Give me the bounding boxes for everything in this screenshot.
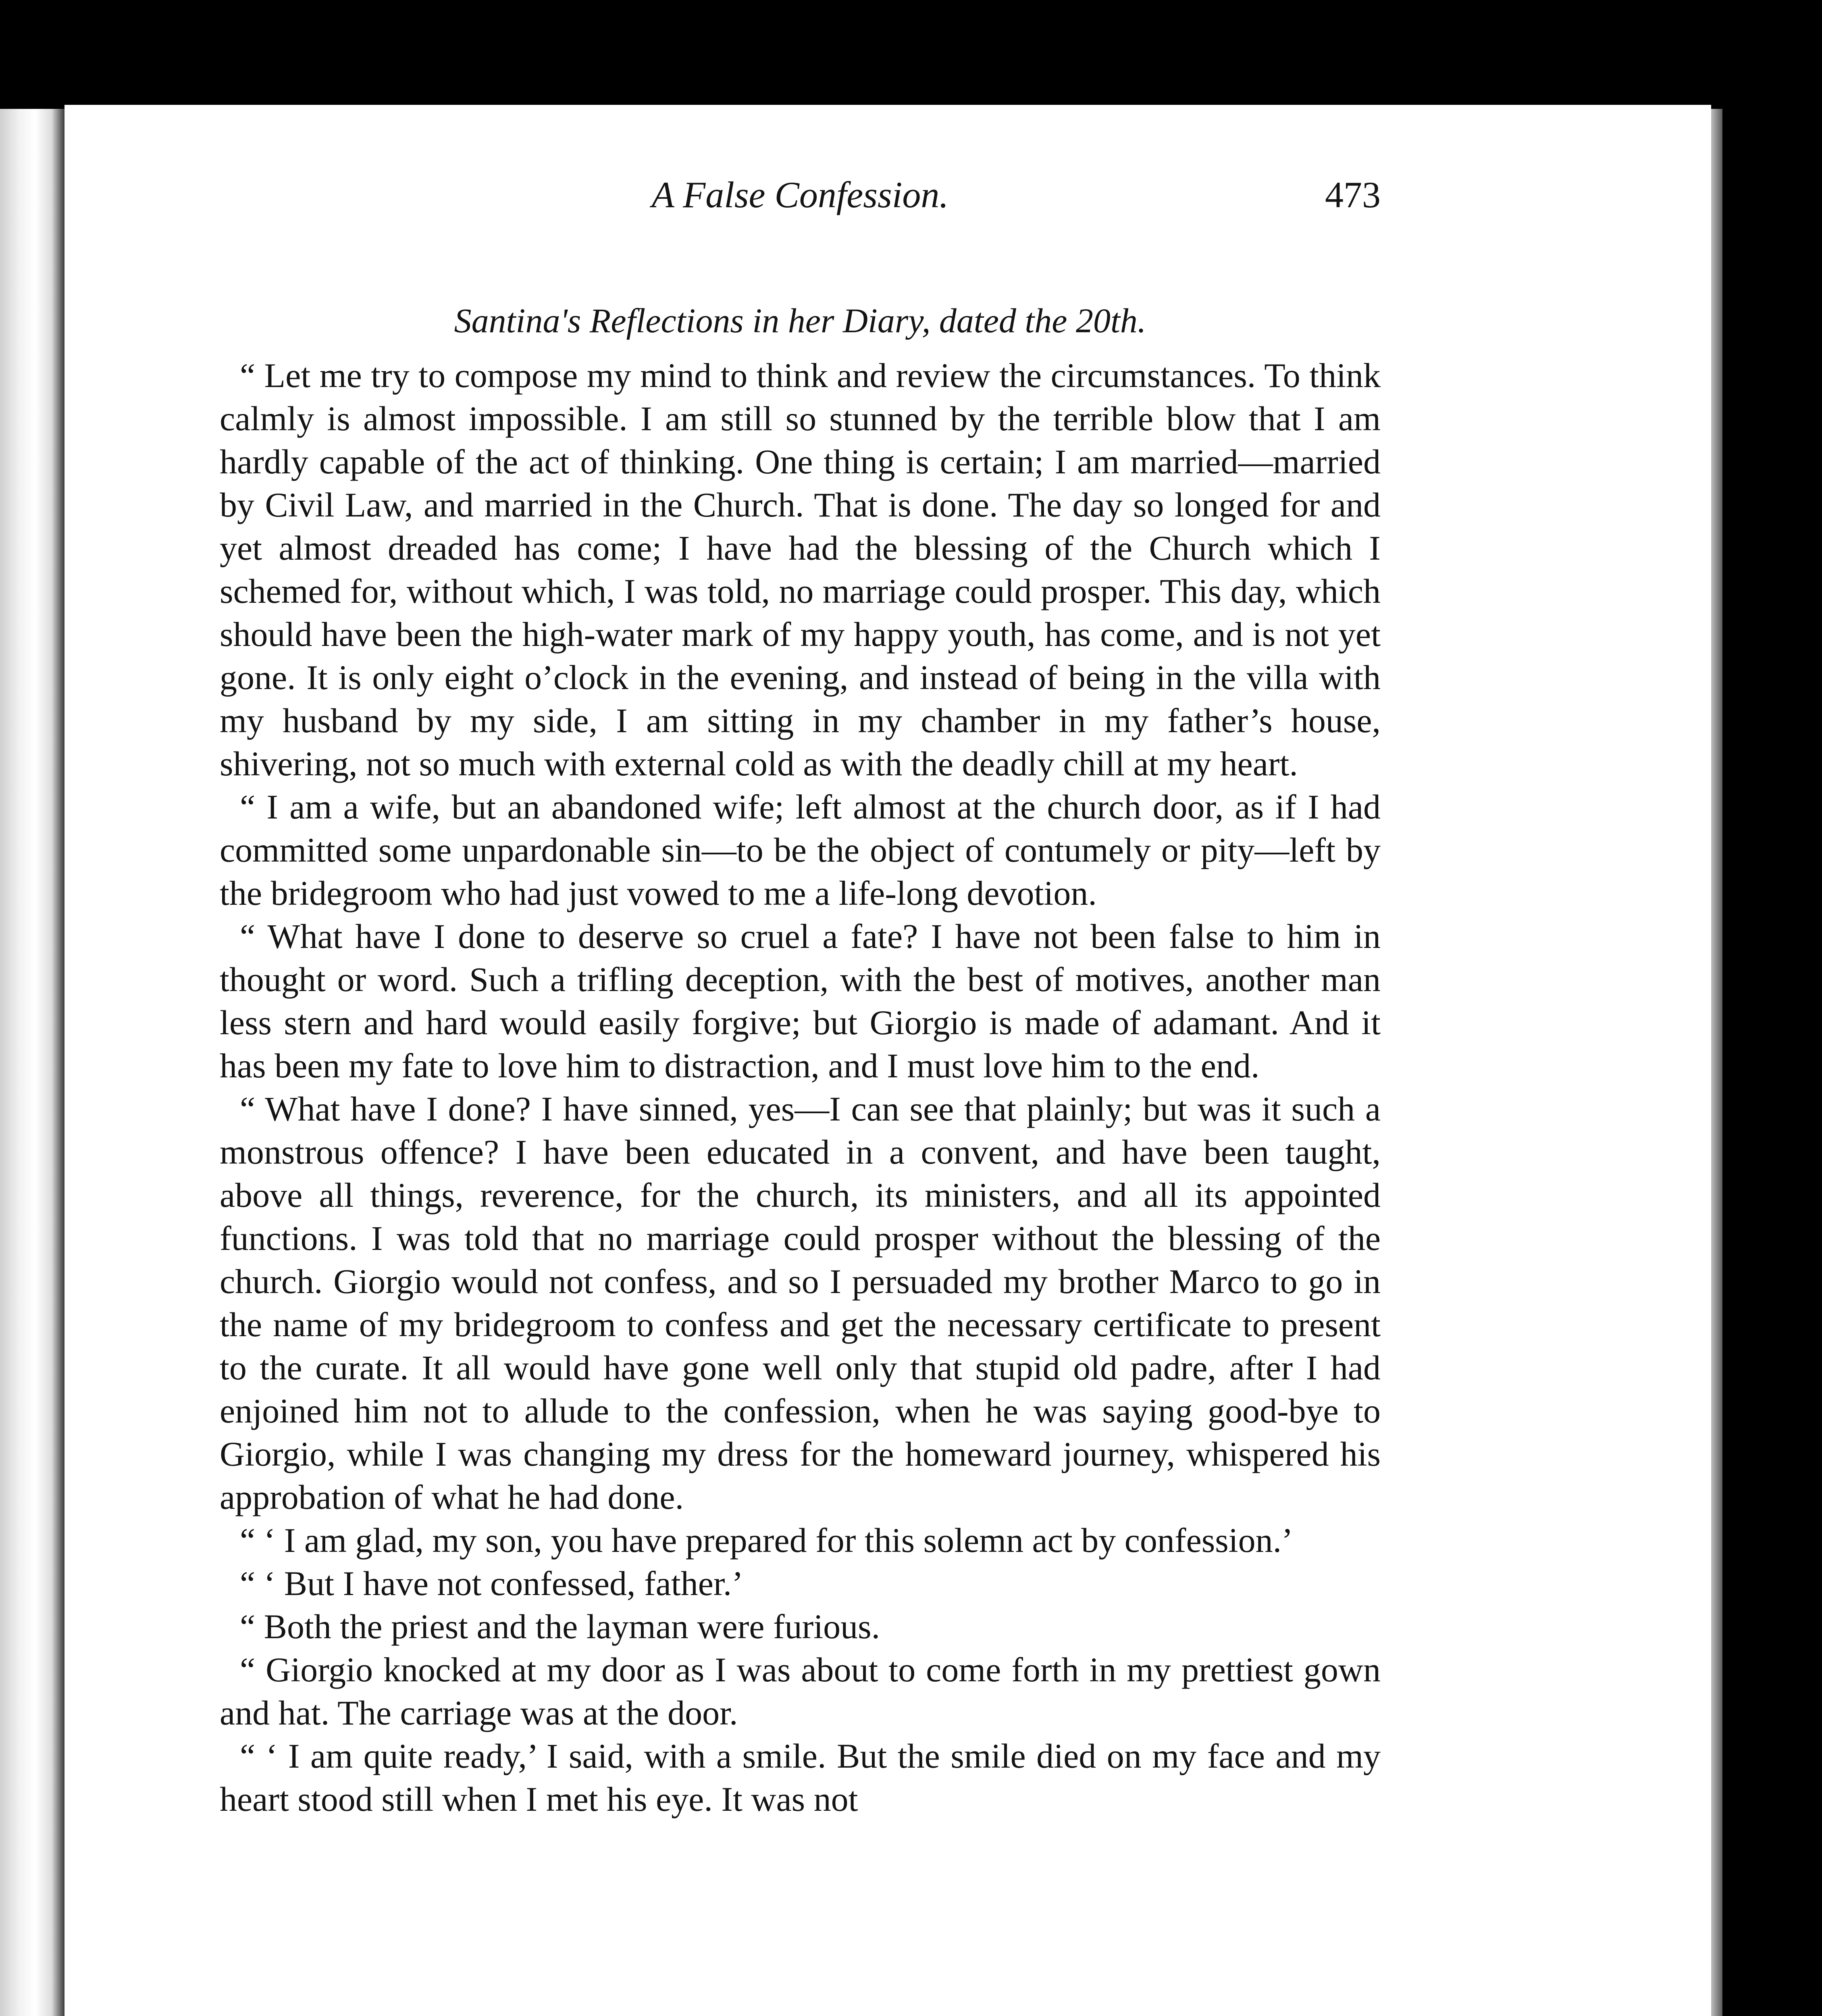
page-right-edge: [1711, 109, 1722, 2016]
paragraph: “ I am a wife, but an abandoned wife; left almost at the church door, as if I had committed some unpardonable sin—to be the object of contumely or pity—left by the bridegroom who had just vowed to me a life-long devotion.: [220, 787, 1381, 912]
running-header: [220, 173, 1381, 238]
paragraph: “ What have I done to deserve so cruel a fate? I have not been false to him in thought or word. Such a trifling deception, with the best of motives, another man less stern and hard would easily forgive; but Giorgio is made of adamant. And it has been my fate to love him to distraction, and I must love him to the end.: [220, 917, 1381, 1085]
paragraph: “ ‘ I am quite ready,’ I said, with a smile. But the smile died on my face and my heart stood still when I met his eye. It was not: [220, 1737, 1381, 1818]
paragraph: “ ‘ I am glad, my son, you have prepared for this solemn act by confession.’: [240, 1521, 1293, 1560]
page-text-block: [220, 173, 1381, 1821]
running-title: A False Confession.: [651, 174, 949, 215]
paragraph: “ Both the priest and the layman were furious.: [240, 1607, 880, 1646]
paragraph: “ ‘ But I have not confessed, father.’: [240, 1564, 743, 1603]
paragraph: “ Giorgio knocked at my door as I was about to come forth in my prettiest gown and hat. The carriage was at the door.: [220, 1650, 1381, 1732]
body-text: [220, 354, 1381, 1821]
section-title: Santina's Reflections in her Diary, dated the 20th.: [454, 301, 1146, 340]
page-number: 473: [1325, 174, 1381, 215]
paragraph: “ Let me try to compose my mind to think and review the circumstances. To think calmly is almost impossible. I am still so stunned by the terrible blow that I am hardly capable of the act of thinking. One thing is certain; I am married—married by Civil Law, and married in the Church. That is done. The day so longed for and yet almost dreaded has come; I have had the blessing of the Church which I schemed for, without which, I was told, no marriage could prosper. This day, which should have been the high-water mark of my happy youth, has come, and is not yet gone. It is only eight o’clock in the evening, and instead of being in the villa with my husband by my side, I am sitting in my chamber in my father’s house, shivering, not so much with external cold as with the deadly chill at my heart.: [220, 356, 1381, 783]
previous-page-edge: [0, 109, 64, 2016]
paragraph: “ What have I done? I have sinned, yes—I can see that plainly; but was it such a monstrous offence? I have been educated in a convent, and have been taught, above all things, reverence, for the church, its ministers, and all its appointed functions. I was told that no marriage could prosper without the blessing of the church. Giorgio would not confess, and so I persuaded my brother Marco to go in the name of my bridegroom to confess and get the necessary certificate to present to the curate. It all would have gone well only that stupid old padre, after I had enjoined him not to allude to the confession, when he was saying good-bye to Giorgio, while I was changing my dress for the homeward journey, whispered his approbation of what he had done.: [220, 1089, 1381, 1516]
